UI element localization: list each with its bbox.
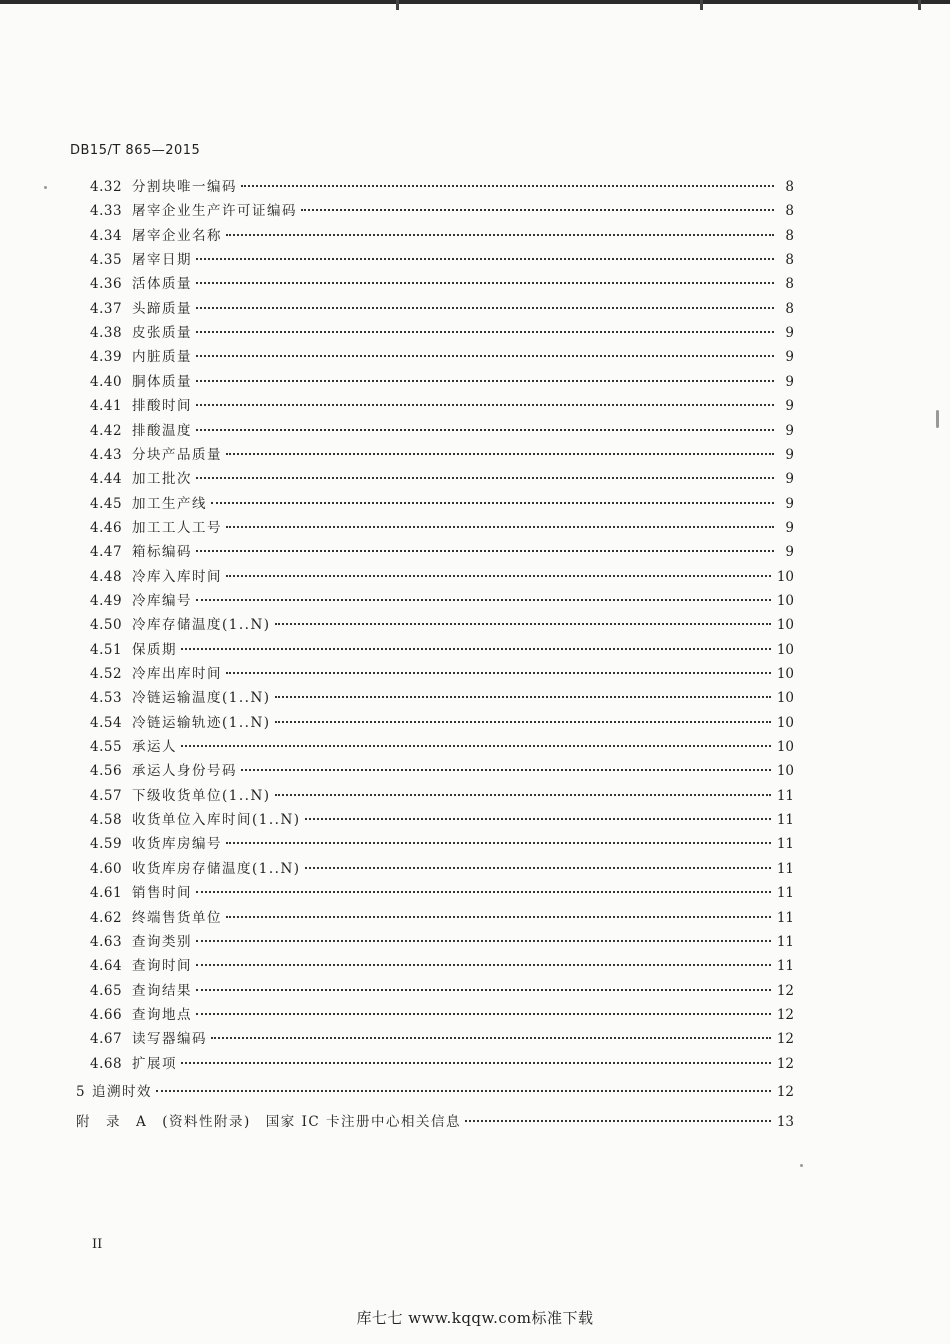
dot-leader xyxy=(241,184,774,187)
toc-entry-title: 箱标编码 xyxy=(132,544,192,561)
toc-entry-title: 终端售货单位 xyxy=(132,909,222,926)
toc-entry-page: 10 xyxy=(776,641,794,658)
toc-entry[interactable] xyxy=(90,470,794,488)
toc-entry[interactable] xyxy=(90,543,794,561)
dot-leader xyxy=(465,1119,771,1122)
toc-entry-number: 4.64 xyxy=(90,958,123,975)
toc-entry[interactable] xyxy=(90,251,794,269)
toc-entry-title: 冷库入库时间 xyxy=(132,568,222,585)
toc-entry-page: 10 xyxy=(776,739,794,756)
toc-entry-number: 4.36 xyxy=(90,276,123,293)
toc-entry-page: 8 xyxy=(785,227,794,244)
toc-entry-title: 头蹄质量 xyxy=(132,300,192,317)
toc-entry[interactable] xyxy=(90,422,794,440)
dot-leader xyxy=(196,330,774,333)
toc-entry-title: 胴体质量 xyxy=(132,373,192,390)
toc-entry-number: 4.55 xyxy=(90,739,123,756)
toc-entry-title: 皮张质量 xyxy=(132,325,192,342)
toc-entry-title: 保质期 xyxy=(132,641,177,658)
toc-entry-number: 4.41 xyxy=(90,398,123,415)
toc-entry-number: 4.57 xyxy=(90,787,123,804)
dot-leader xyxy=(196,281,774,284)
scan-speck xyxy=(936,410,939,428)
toc-entry-title: 冷链运输轨迹(1..N) xyxy=(132,714,271,731)
toc-entry-title: 冷库存储温度(1..N) xyxy=(132,617,271,634)
toc-entry-page: 10 xyxy=(776,617,794,634)
toc-entry[interactable] xyxy=(90,178,794,196)
dot-leader xyxy=(196,963,771,966)
toc-entry-title: 收货库房编号 xyxy=(132,836,222,853)
toc-entry-number: 4.56 xyxy=(90,763,123,780)
standard-code: DB15/T 865—2015 xyxy=(70,143,201,158)
toc-entry-page: 9 xyxy=(785,349,794,366)
toc-entry-page: 11 xyxy=(776,958,794,975)
toc-entry-title: 冷链运输温度(1..N) xyxy=(132,690,271,707)
toc-entry-page: 8 xyxy=(785,203,794,220)
toc-entry-title: 销售时间 xyxy=(132,885,192,902)
toc-entry[interactable] xyxy=(90,860,794,878)
toc-entry-page: 9 xyxy=(785,373,794,390)
dot-leader xyxy=(181,744,771,747)
toc-entry-page: 9 xyxy=(785,422,794,439)
dot-leader xyxy=(196,257,774,260)
toc-entry-title: 承运人身份号码 xyxy=(132,763,237,780)
dot-leader xyxy=(156,1089,771,1092)
toc-entry[interactable] xyxy=(90,982,794,1000)
dot-leader xyxy=(196,354,774,357)
toc-entry-number: 4.35 xyxy=(90,252,123,269)
toc-entry-number: 4.51 xyxy=(90,641,123,658)
toc-entry[interactable] xyxy=(90,397,794,415)
toc-entry[interactable] xyxy=(90,616,794,634)
toc-entry-page: 9 xyxy=(785,446,794,463)
toc-entry-page: 9 xyxy=(785,495,794,512)
toc-entry-page: 8 xyxy=(785,276,794,293)
dot-leader xyxy=(196,428,774,431)
toc-entry-number: 4.46 xyxy=(90,519,123,536)
toc-entry-number: 4.67 xyxy=(90,1031,123,1048)
toc-entry-number: 4.38 xyxy=(90,325,123,342)
toc-entry[interactable] xyxy=(90,1006,794,1024)
dot-leader xyxy=(196,549,774,552)
toc-entry[interactable] xyxy=(90,665,794,683)
dot-leader xyxy=(275,695,771,698)
dot-leader xyxy=(181,647,771,650)
toc-entry[interactable] xyxy=(90,787,794,805)
toc-entry[interactable] xyxy=(90,909,794,927)
toc-entry-page: 9 xyxy=(785,398,794,415)
toc-entry-page: 9 xyxy=(785,325,794,342)
dot-leader xyxy=(196,403,774,406)
scan-mark xyxy=(700,0,703,10)
toc-entry[interactable] xyxy=(90,592,794,610)
toc-entry-number: 4.33 xyxy=(90,203,123,220)
dot-leader xyxy=(181,1061,771,1064)
toc-entry-page: 9 xyxy=(785,471,794,488)
toc-entry-number: 4.59 xyxy=(90,836,123,853)
page-number: II xyxy=(92,1237,103,1252)
toc-entry-page: 10 xyxy=(776,666,794,682)
toc-entry[interactable] xyxy=(90,519,794,537)
toc-entry-title: 查询时间 xyxy=(132,958,192,975)
dot-leader xyxy=(226,525,774,528)
dot-leader xyxy=(226,915,771,918)
toc-entry-number: 5 xyxy=(76,1084,86,1100)
toc-entry-number: 4.52 xyxy=(90,666,123,682)
toc-entry-title: 排酸温度 xyxy=(132,422,192,439)
toc-entry-title: 追溯时效 xyxy=(92,1084,152,1100)
toc-entry-title: 承运人 xyxy=(132,739,177,756)
toc-entry-page: 8 xyxy=(785,179,794,195)
toc-entry-page: 11 xyxy=(776,933,794,950)
toc-entry-page: 9 xyxy=(785,519,794,536)
dot-leader xyxy=(196,890,771,893)
toc-entry[interactable] xyxy=(90,324,794,342)
toc-entry-page: 11 xyxy=(776,885,794,902)
toc-entry[interactable] xyxy=(90,348,794,366)
dot-leader xyxy=(305,817,771,820)
toc-entry-title: 加工批次 xyxy=(132,471,192,488)
toc-entry[interactable] xyxy=(90,811,794,829)
toc-entry-title: 排酸时间 xyxy=(132,398,192,415)
dot-leader xyxy=(226,574,771,577)
toc-entry-title: 附 录 A (资料性附录) 国家 IC 卡注册中心相关信息 xyxy=(76,1114,462,1130)
toc-entry-number: 4.68 xyxy=(90,1055,123,1072)
toc-entry[interactable] xyxy=(90,227,794,245)
toc-entry-title: 加工工人工号 xyxy=(132,519,222,536)
toc-entry-title: 分割块唯一编码 xyxy=(132,179,237,195)
dot-leader xyxy=(275,720,771,723)
site-watermark: 库七七 www.kqqw.com标准下载 xyxy=(356,1309,594,1327)
dot-leader xyxy=(211,1036,771,1039)
toc-entry-number: 4.40 xyxy=(90,373,123,390)
toc-entry-title: 屠宰日期 xyxy=(132,252,192,269)
toc-entry[interactable] xyxy=(90,300,794,318)
dot-leader xyxy=(305,866,771,869)
toc-entry-title: 查询地点 xyxy=(132,1006,192,1023)
toc-entry-number: 4.48 xyxy=(90,568,123,585)
toc-entry[interactable] xyxy=(90,1030,794,1048)
toc-entry-number: 4.53 xyxy=(90,690,123,707)
dot-leader xyxy=(226,671,771,674)
toc-entry-title: 扩展项 xyxy=(132,1055,177,1072)
toc-entry-title: 查询结果 xyxy=(132,982,192,999)
toc-entry[interactable] xyxy=(90,689,794,707)
toc-entry-number: 4.66 xyxy=(90,1006,123,1023)
toc-entry-number: 4.39 xyxy=(90,349,123,366)
dot-leader xyxy=(226,841,771,844)
dot-leader xyxy=(275,622,771,625)
toc-entry-page: 13 xyxy=(776,1114,794,1130)
toc-entry-title: 查询类别 xyxy=(132,933,192,950)
toc-entry-page: 12 xyxy=(776,1055,794,1072)
toc-entry-page: 10 xyxy=(776,690,794,707)
toc-entry-number: 4.34 xyxy=(90,227,123,244)
toc-entry-title: 下级收货单位(1..N) xyxy=(132,787,271,804)
toc-entry-page: 10 xyxy=(776,763,794,780)
toc-entry[interactable] xyxy=(90,568,794,586)
toc-entry-page: 8 xyxy=(785,252,794,269)
dot-leader xyxy=(196,988,771,991)
dot-leader xyxy=(196,939,771,942)
dot-leader xyxy=(275,793,771,796)
toc-entry-number: 4.44 xyxy=(90,471,123,488)
toc-entry-number: 4.61 xyxy=(90,885,123,902)
toc-entry[interactable] xyxy=(90,275,794,293)
scan-mark xyxy=(396,0,399,10)
toc-entry-title: 活体质量 xyxy=(132,276,192,293)
toc-entry-page: 11 xyxy=(776,836,794,853)
toc-entry[interactable] xyxy=(90,202,794,220)
toc-entry[interactable] xyxy=(76,1083,794,1101)
toc-entry-number: 4.49 xyxy=(90,592,123,609)
scan-speck xyxy=(44,186,47,189)
toc-entry-number: 4.65 xyxy=(90,982,123,999)
toc-entry[interactable] xyxy=(90,641,794,659)
dot-leader xyxy=(226,233,774,236)
toc-entry-page: 12 xyxy=(776,1031,794,1048)
toc-entry-page: 10 xyxy=(776,714,794,731)
toc-entry[interactable] xyxy=(90,957,794,975)
dot-leader xyxy=(196,379,774,382)
toc-entry-page: 11 xyxy=(776,860,794,877)
toc-entry-title: 屠宰企业名称 xyxy=(132,227,222,244)
toc-entry-title: 读写器编码 xyxy=(132,1031,207,1048)
toc-entry-page: 11 xyxy=(776,787,794,804)
toc-entry-title: 冷库编号 xyxy=(132,592,192,609)
appendix-entry[interactable] xyxy=(76,1113,794,1131)
toc-entry-title: 加工生产线 xyxy=(132,495,207,512)
toc-entry[interactable] xyxy=(90,762,794,780)
toc-entry-number: 4.62 xyxy=(90,909,123,926)
toc-entry-number: 4.37 xyxy=(90,300,123,317)
toc-entry[interactable] xyxy=(90,835,794,853)
toc-entry-title: 冷库出库时间 xyxy=(132,666,222,682)
toc-entry-number: 4.54 xyxy=(90,714,123,731)
toc-entry[interactable] xyxy=(90,1055,794,1073)
toc-entry[interactable] xyxy=(90,884,794,902)
toc-entry-page: 12 xyxy=(776,1006,794,1023)
scan-speck xyxy=(800,1164,803,1167)
toc-entry-number: 4.58 xyxy=(90,812,123,829)
scan-mark xyxy=(918,0,921,10)
toc-entry-title: 收货单位入库时间(1..N) xyxy=(132,812,301,829)
toc-entry[interactable] xyxy=(90,495,794,513)
dot-leader xyxy=(301,208,774,211)
toc-entry[interactable] xyxy=(90,446,794,464)
toc-entry-page: 10 xyxy=(776,592,794,609)
dot-leader xyxy=(196,306,774,309)
toc-entry-title: 收货库房存储温度(1..N) xyxy=(132,860,301,877)
toc-entry[interactable] xyxy=(90,373,794,391)
toc-entry-title: 屠宰企业生产许可证编码 xyxy=(132,203,297,220)
dot-leader xyxy=(226,452,774,455)
toc-entry-number: 4.50 xyxy=(90,617,123,634)
toc-entry-page: 9 xyxy=(785,544,794,561)
toc-entry-title: 分块产品质量 xyxy=(132,446,222,463)
dot-leader xyxy=(196,476,774,479)
dot-leader xyxy=(211,501,774,504)
toc-entry-title: 内脏质量 xyxy=(132,349,192,366)
toc-entry-number: 4.42 xyxy=(90,422,123,439)
toc-entry-page: 8 xyxy=(785,300,794,317)
toc-entry[interactable] xyxy=(90,933,794,951)
toc-entry[interactable] xyxy=(90,714,794,732)
toc-entry-page: 12 xyxy=(776,982,794,999)
dot-leader xyxy=(196,598,771,601)
toc-entry-page: 11 xyxy=(776,812,794,829)
toc-entry-number: 4.43 xyxy=(90,446,123,463)
toc-entry-page: 12 xyxy=(776,1084,794,1100)
toc-entry-page: 10 xyxy=(776,568,794,585)
dot-leader xyxy=(241,768,771,771)
toc-entry-number: 4.47 xyxy=(90,544,123,561)
toc-entry[interactable] xyxy=(90,738,794,756)
toc-entry-number: 4.60 xyxy=(90,860,123,877)
dot-leader xyxy=(196,1012,771,1015)
toc-entry-number: 4.45 xyxy=(90,495,123,512)
toc-entry-number: 4.32 xyxy=(90,179,123,195)
toc-entry-page: 11 xyxy=(776,909,794,926)
page-top-edge xyxy=(0,0,950,4)
toc-entry-number: 4.63 xyxy=(90,933,123,950)
